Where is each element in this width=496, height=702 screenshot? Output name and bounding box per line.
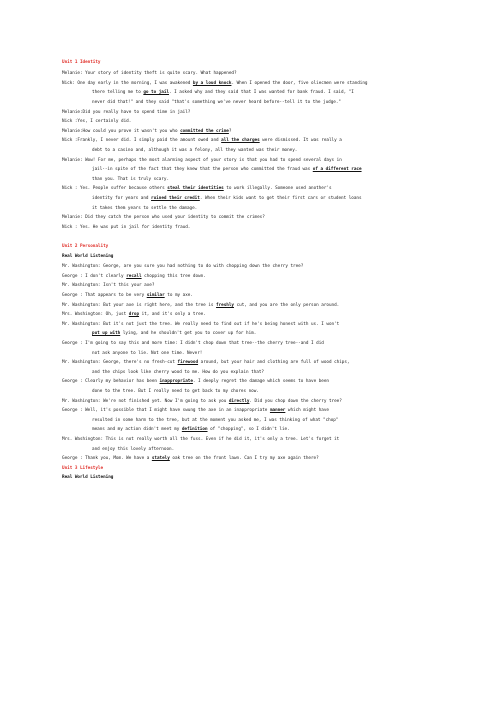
line-text: Mrs. Washington: Oh, just: [62, 312, 129, 318]
line-text: identity for years and: [92, 195, 152, 201]
line-text: and the chips look like cherry wood to me. How do you explain that?: [92, 369, 264, 375]
dialogue-line: [62, 225, 190, 231]
line-text: it takes them years to settle the damage.: [92, 205, 198, 211]
unit3-heading: Unit 3 Lifestyle: [62, 465, 104, 471]
dialogue-line: [92, 427, 290, 433]
line-text-rest: lying, and he shouldn't get you to cover up for him.: [120, 331, 257, 337]
line-text-rest: it, and it's only a tree.: [139, 312, 206, 318]
dialogue-line: [92, 447, 174, 453]
line-text: means and my action didn't meet my: [92, 427, 182, 433]
dialogue-line: [92, 206, 197, 212]
dialogue-line: [62, 379, 329, 385]
unit2-heading: Unit 2 Personality: [62, 243, 109, 249]
dialogue-line: [62, 71, 237, 77]
dialogue-line: [62, 110, 190, 116]
dialogue-line: [62, 360, 350, 366]
dialogue-line: [92, 90, 354, 96]
underlined-phrase: inappropriate: [159, 379, 193, 385]
dialogue-line: [62, 456, 319, 462]
dialogue-line: [62, 293, 193, 299]
line-text-rest: . I deeply regret the damage which seems to have been: [192, 379, 329, 385]
line-text: Melanie:Did you really have to spend time in jail?: [62, 109, 191, 115]
dialogue-line: [62, 312, 206, 318]
underlined-phrase: directly: [228, 398, 250, 404]
line-text: Mrs. Washington: This is not really worth all the fuss. Even if he did it, it's only a tree. Let's forget it: [62, 436, 340, 442]
underlined-phrase: similar: [146, 292, 165, 298]
dialogue-line: [62, 274, 206, 280]
line-text: jail--in spite of the fact that they knew that the person who committed the fraud was: [92, 167, 313, 173]
dialogue-line: [92, 370, 264, 376]
underlined-phrase: recall: [126, 273, 142, 279]
dialogue-line: [92, 389, 259, 395]
dialogue-line: [62, 186, 332, 192]
underlined-phrase: all the charges: [221, 138, 260, 144]
dialogue-line: [62, 341, 324, 347]
line-text: Mr. Washington: We're not finished yet. Now I'm going to ask you: [62, 398, 229, 404]
line-text: Nick :Frankly, I never did. I simply paid the amount owed and: [62, 138, 222, 144]
line-text-rest: which might have: [285, 408, 329, 414]
dialogue-line: [62, 138, 342, 144]
dialogue-line: [62, 215, 265, 221]
underlined-phrase: steal their identities: [167, 186, 224, 192]
dialogue-line: [62, 408, 329, 414]
line-text: debt to a casino and, although it was a felony, all they wanted was their money.: [92, 147, 298, 153]
line-text-rest: were dismissed. It was really a: [259, 138, 342, 144]
line-text: and enjoy this lovely afternoon.: [92, 446, 175, 452]
dialogue-line: [92, 148, 297, 154]
line-text: Mr. Washington: George, there's no fresh-cut: [62, 360, 178, 366]
line-text: George : Clearly my behavior has been: [62, 379, 160, 385]
dialogue-line: [62, 81, 368, 87]
line-text: George : I'm going to say this and more time: I didn't chop down that tree--the cherry tree--and I did: [62, 340, 324, 346]
underlined-phrase: manner: [269, 408, 286, 414]
line-text-rest: around, but your hair and clothing are full of wood chips,: [198, 360, 350, 366]
line-text: Nick : Yes. People suffer because others: [62, 186, 168, 192]
line-text-rest: cut, and you are the only person around.: [234, 302, 340, 308]
dialogue-line: [92, 351, 202, 357]
dialogue-line: [62, 158, 342, 164]
underlined-phrase: committed the crime: [180, 128, 229, 134]
line-text-rest: of "chopping", so I didn't lie.: [207, 427, 290, 433]
underlined-phrase: ruined their credit: [151, 195, 200, 201]
dialogue-line: [62, 283, 154, 289]
line-text-rest: . I asked why and they said that I was wanted for bank fraud. I said, "I: [169, 90, 354, 96]
dialogue-line: [62, 129, 231, 135]
underlined-phrase: stately: [151, 456, 170, 462]
dialogue-line: [92, 177, 169, 183]
line-text: there telling me to: [92, 90, 144, 96]
line-text-rest: . Did you chop down the cherry tree?: [249, 398, 342, 404]
line-text: Mr. Washington: But your axe is right here, and the tree is: [62, 302, 217, 308]
line-text: Mr. Washington: George, are you sure you had nothing to do with chopping down the cherry tree?: [62, 264, 304, 270]
line-text-rest: . When their kids want to get their first cars or student loans: [199, 195, 362, 201]
line-text-rest: ?: [228, 128, 232, 134]
dialogue-line: [62, 119, 131, 125]
line-text-rest: . When I opened the door, five oliecmen were standing: [231, 80, 368, 86]
unit3-subheading: Real World Listening: [62, 475, 114, 481]
line-text: Nick: One day early in the morning, I was awakened: [62, 80, 193, 86]
line-text: George : I don't clearly: [62, 273, 127, 279]
underlined-phrase: of a different race: [312, 167, 362, 173]
underlined-phrase: go to jail: [143, 90, 170, 96]
line-text: Melanie:How could you prove it wasn't you who: [62, 128, 181, 134]
dialogue-line: [92, 100, 341, 106]
dialogue-line: [92, 167, 362, 173]
line-text: not ask anyone to lie. Not one time. Never!: [92, 350, 203, 356]
line-text: Melanie: Wow! For me, perhaps the most alarming aspect of your story is that you had to spend several days in: [62, 157, 342, 163]
dialogue-line: [92, 418, 338, 424]
line-text: George : Thank you, Mom. We have a: [62, 456, 152, 462]
dialogue-line: [62, 399, 342, 405]
line-text: Nick : Yes. He was put in jail for identity fraud.: [62, 224, 191, 230]
line-text: Melanie: Your story of identity theft is quite scary. What happened?: [62, 71, 237, 77]
dialogue-line: [62, 437, 339, 443]
line-text-rest: oak tree on the front lawn. Can I try my axe again there?: [169, 456, 319, 462]
line-text: Mr. Washington: Isn't this your axe?: [62, 283, 155, 289]
line-text-rest: to my axe.: [164, 292, 193, 298]
line-text: Melanie: Did they catch the person who used your identity to commit the crimes?: [62, 215, 265, 221]
line-text: resulted in some harm to the tree, but at the moment you asked me, I was thinking of what "chop": [92, 417, 339, 423]
dialogue-line: [62, 303, 339, 309]
line-text: never did that!" and they said "that's something we've never heard before--tell it to the judge.": [92, 99, 341, 105]
line-text-rest: to work illegally. Someone used another's: [223, 186, 332, 192]
underlined-phrase: definition: [181, 427, 208, 433]
dialogue-line: [62, 264, 303, 270]
underlined-phrase: drop: [128, 312, 140, 318]
line-text: Mr. Washington: But it's not just the tree. We really need to find out if he's being honest with us. I won't: [62, 321, 340, 327]
dialogue-line: [92, 196, 362, 202]
line-text: George : Well, it's possible that I might have swung the axe in an inappropriate: [62, 408, 270, 414]
line-text-rest: chopping this tree down.: [141, 273, 206, 279]
line-text: done to the tree. But I really need to get back to my chores now.: [92, 388, 259, 394]
line-text: Nick :Yes, I certainly did.: [62, 119, 132, 125]
dialogue-line: [62, 322, 339, 328]
underlined-phrase: by a loud knock: [192, 80, 232, 86]
dialogue-line: [92, 331, 256, 337]
underlined-phrase: freshly: [216, 302, 234, 308]
line-text: George : That appears to be very: [62, 292, 147, 298]
unit1-heading: Unit 1 Identity: [62, 60, 101, 65]
underlined-phrase: firewood: [177, 360, 199, 366]
line-text: than you. That is truly scary.: [92, 176, 170, 182]
underlined-phrase: put up with: [92, 331, 121, 337]
unit2-subheading: Real World Listening: [62, 253, 114, 259]
